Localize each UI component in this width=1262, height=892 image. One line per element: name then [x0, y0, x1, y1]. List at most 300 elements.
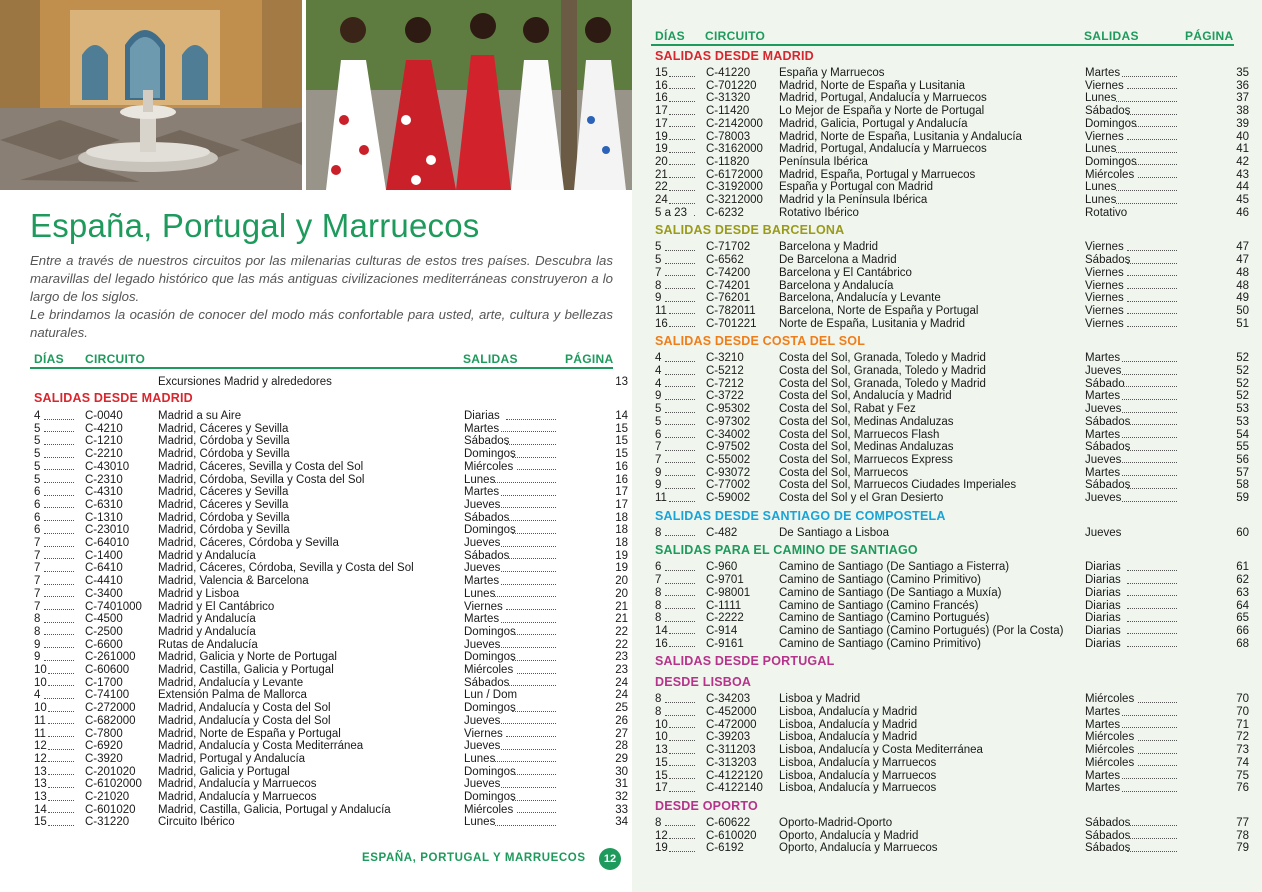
departure-day: Domingos [464, 625, 516, 638]
departure-day: Diarias [1085, 624, 1121, 637]
dotted-leader [669, 782, 695, 792]
departure-day: Viernes [1085, 130, 1124, 143]
days-cell: 7 [34, 537, 41, 549]
dotted-leader [1122, 492, 1177, 502]
table-row [651, 466, 1249, 480]
page-number-cell: 15 [615, 448, 628, 461]
table-row [651, 479, 1249, 492]
circuit-name: Madrid y Lisboa [158, 587, 240, 600]
departure-day: Sábados [1085, 441, 1131, 454]
dotted-leader [1127, 267, 1177, 277]
circuit-name: Madrid, Portugal, Andalucía y Marruecos [779, 92, 987, 105]
circuit-name: Rotativo Ibérico [779, 206, 859, 219]
dotted-leader [669, 194, 695, 204]
page-number-cell: 52 [1236, 365, 1249, 377]
circuit-name: Camino de Santiago (De Santiago a Muxía) [779, 586, 1002, 599]
page-number-cell: 26 [615, 714, 628, 727]
days-cell: 6 [34, 511, 41, 524]
dotted-leader [48, 715, 74, 725]
days-cell: 13 [34, 791, 47, 803]
circuit-code: C-482 [706, 526, 738, 539]
circuit-code: C-3192000 [706, 181, 763, 194]
page-number-cell: 79 [1236, 842, 1249, 855]
days-cell: 7 [34, 600, 41, 613]
circuit-code: C-272000 [85, 702, 136, 715]
table-row [30, 498, 628, 512]
days-cell: 13 [655, 744, 668, 757]
days-cell: 4 [34, 410, 41, 422]
circuit-name: Costa del Sol, Marruecos Ciudades Imperiales [779, 479, 1017, 492]
table-row [651, 279, 1249, 293]
page-number-cell: 25 [615, 702, 628, 715]
departure-day: Martes [464, 613, 500, 626]
days-cell: 15 [655, 67, 668, 79]
page-number-cell: 32 [615, 791, 628, 803]
circuit-code: C-6310 [85, 498, 123, 511]
section-title-madrid: SALIDAS DESDE MADRID [34, 391, 193, 405]
page-number-cell: 15 [615, 435, 628, 448]
circuit-code: C-7401000 [85, 600, 142, 613]
page-number-cell: 45 [1236, 194, 1249, 206]
circuit-name: Madrid y Andalucía [158, 549, 256, 562]
dotted-leader [1127, 292, 1177, 302]
dotted-leader [501, 613, 556, 623]
dotted-leader [694, 207, 695, 217]
dotted-leader [501, 562, 556, 572]
dotted-leader [495, 816, 556, 826]
dotted-leader [44, 550, 74, 560]
dotted-leader [501, 499, 556, 509]
circuit-code: C-3400 [85, 587, 123, 600]
days-cell: 16 [655, 92, 668, 105]
circuit-name: Lisboa y Madrid [779, 693, 861, 706]
circuit-name: Madrid, Cáceres, Córdoba y Sevilla [158, 537, 339, 549]
circuit-code: C-682000 [85, 714, 136, 727]
departure-day: Viernes [1085, 279, 1124, 292]
days-cell: 15 [34, 816, 47, 829]
circuit-name: Lisboa, Andalucía y Madrid [779, 718, 918, 731]
dotted-leader [1122, 378, 1177, 388]
page-number-cell: 78 [1236, 829, 1249, 842]
departure-day: Miércoles [464, 803, 514, 816]
dotted-leader [512, 626, 556, 636]
dotted-leader [665, 280, 695, 290]
departure-day: Miércoles [464, 664, 514, 676]
dotted-leader [1122, 719, 1177, 729]
days-cell: 4 [34, 689, 41, 702]
dotted-leader [48, 804, 74, 814]
circuit-name: Costa del Sol, Rabat y Fez [779, 403, 916, 416]
circuit-code: C-64010 [85, 537, 130, 549]
circuit-name: Madrid, Galicia y Norte de Portugal [158, 651, 337, 664]
dotted-leader [1122, 365, 1177, 375]
page-number-cell: 51 [1236, 317, 1249, 330]
days-cell: 9 [655, 479, 662, 492]
page-number-cell: 18 [615, 524, 628, 537]
departure-day: Jueves [464, 778, 501, 791]
table-row [651, 769, 1249, 783]
departure-day: Jueves [464, 498, 501, 511]
circuit-code: C-6172000 [706, 168, 763, 181]
departure-day: Sábados [1085, 254, 1131, 267]
dotted-leader [506, 410, 556, 420]
circuit-code: C-7212 [706, 377, 744, 390]
table-row [651, 143, 1249, 156]
section-title: SALIDAS DESDE MADRID [655, 49, 814, 63]
circuit-code: C-2222 [706, 612, 744, 625]
page-number-cell: 66 [1236, 624, 1249, 637]
circuit-code: C-4310 [85, 486, 123, 499]
dotted-leader [1116, 181, 1177, 191]
dotted-leader [669, 625, 695, 635]
table-row [30, 524, 628, 537]
dotted-leader [44, 499, 74, 509]
dotted-leader [44, 410, 74, 420]
days-cell: 16 [655, 317, 668, 330]
circuit-code: C-23010 [85, 524, 130, 537]
page-number-cell: 57 [1236, 466, 1249, 479]
dotted-leader [665, 292, 695, 302]
departure-day: Miércoles [1085, 756, 1135, 769]
circuit-code: C-74100 [85, 689, 130, 702]
section-title: DESDE LISBOA [655, 675, 752, 690]
dotted-leader [665, 561, 695, 571]
dotted-leader [665, 587, 695, 597]
page-number-cell: 34 [615, 816, 628, 829]
days-cell: 5 [34, 460, 41, 473]
table-row [30, 791, 628, 804]
departure-day: Diarias [1085, 574, 1121, 587]
page-number-cell: 52 [1236, 390, 1249, 403]
table-row [651, 612, 1249, 625]
circuit-name: Lisboa, Andalucía y Madrid [779, 731, 918, 744]
page-number-cell: 18 [615, 537, 628, 549]
departure-day: Rotativo [1085, 206, 1128, 219]
circuit-name: Madrid, Cáceres, Sevilla y Costa del Sol [158, 460, 364, 473]
departure-day: Sábados [1085, 829, 1131, 842]
table-row [30, 410, 628, 423]
circuit-name: Circuito Ibérico [158, 816, 235, 829]
column-header-pagina: PÁGINA [565, 352, 614, 366]
dotted-leader [501, 486, 556, 496]
right-page [632, 0, 1262, 892]
departure-day: Jueves [464, 740, 501, 753]
page-number-cell: 61 [1236, 561, 1249, 574]
dotted-leader [665, 574, 695, 584]
dotted-leader [669, 131, 695, 141]
departure-day: Jueves [1085, 492, 1122, 504]
table-row [30, 460, 628, 474]
circuit-code: C-2500 [85, 625, 123, 638]
days-cell: 6 [34, 486, 41, 499]
departure-day: Diarias [1085, 612, 1121, 625]
page-number-badge: 12 [599, 848, 621, 870]
circuit-name: Madrid, Andalucía y Costa del Sol [158, 702, 331, 715]
circuit-name: Madrid, Castilla, Galicia, Portugal y Andalucía [158, 803, 391, 816]
dotted-leader [1127, 441, 1177, 451]
dotted-leader [1122, 706, 1177, 716]
circuit-code: C-41220 [706, 67, 751, 79]
dotted-leader [665, 390, 695, 400]
dotted-leader [665, 706, 695, 716]
departure-day: Lunes [464, 752, 496, 765]
dotted-leader [44, 626, 74, 636]
circuit-code: C-6102000 [85, 778, 142, 791]
days-cell: 12 [34, 740, 47, 753]
circuit-code: C-1111 [706, 599, 742, 612]
dotted-leader [1127, 479, 1177, 489]
table-row [651, 816, 1249, 830]
dotted-leader [44, 423, 74, 433]
circuit-code: C-97502 [706, 441, 751, 454]
table-row [30, 613, 628, 626]
circuit-code: C-1210 [85, 435, 123, 448]
table-row [651, 526, 1249, 540]
dotted-leader [495, 588, 556, 598]
departure-day: Martes [1085, 706, 1121, 718]
departure-day: Jueves [464, 562, 501, 575]
circuit-name: Madrid y Andalucía [158, 613, 256, 626]
page-number-cell: 13 [615, 376, 628, 388]
dotted-leader [512, 766, 556, 776]
circuit-code: C-6920 [85, 740, 123, 753]
dotted-leader [665, 267, 695, 277]
departure-day: Martes [1085, 782, 1121, 795]
departure-day: Jueves [464, 714, 501, 727]
circuit-code: C-76201 [706, 292, 751, 305]
fountain-photo [0, 0, 302, 190]
page-number-cell: 63 [1236, 586, 1249, 599]
departure-day: Viernes [464, 600, 503, 613]
page-number-cell: 23 [615, 651, 628, 664]
circuit-name: Barcelona y Andalucía [779, 279, 894, 292]
departure-day: Viernes [1085, 304, 1124, 317]
circuit-code: C-60600 [85, 664, 130, 676]
section-title: SALIDAS DESDE COSTA DEL SOL [655, 334, 866, 349]
dotted-leader [48, 664, 74, 674]
circuit-name: Camino de Santiago (Camino Primitivo) [779, 637, 981, 650]
circuit-name: Norte de España, Lusitania y Madrid [779, 317, 966, 330]
dotted-leader [48, 778, 74, 788]
circuit-name: Madrid y la Península Ibérica [779, 194, 928, 206]
circuit-name: Madrid, Galicia, Portugal y Andalucía [779, 117, 968, 130]
page-number-cell: 70 [1236, 693, 1249, 706]
circuit-name: Rutas de Andalucía [158, 638, 258, 651]
dotted-leader [44, 689, 74, 699]
circuit-name: Madrid, Córdoba, Sevilla y Costa del Sol [158, 473, 365, 486]
circuit-name: Costa del Sol, Marruecos Flash [779, 428, 940, 441]
departure-day: Martes [1085, 352, 1121, 365]
dotted-leader [501, 537, 556, 547]
circuit-name: Madrid, Andalucía y Costa del Sol [158, 714, 331, 727]
dotted-leader [44, 486, 74, 496]
circuit-code: C-4500 [85, 613, 123, 626]
days-cell: 9 [34, 638, 41, 651]
dotted-leader [501, 740, 556, 750]
dotted-leader [48, 791, 74, 801]
departure-day: Martes [464, 422, 500, 435]
dotted-leader [1127, 587, 1177, 597]
page-number-cell: 53 [1236, 403, 1249, 416]
departure-day: Lunes [1085, 92, 1117, 105]
departure-day: Viernes [1085, 317, 1124, 330]
departure-day: Martes [464, 575, 500, 588]
departure-day: Sábados [464, 435, 510, 448]
section-title: SALIDAS DESDE PORTUGAL [655, 654, 835, 669]
page-number-cell: 29 [615, 752, 628, 765]
dotted-leader [1138, 744, 1177, 754]
dotted-leader [48, 766, 74, 776]
days-cell: 8 [655, 586, 662, 599]
dotted-leader [44, 651, 74, 661]
dotted-leader [1122, 782, 1177, 792]
days-cell: 7 [655, 574, 662, 587]
days-cell: 20 [655, 155, 668, 168]
departure-day: Jueves [464, 537, 501, 549]
table-row [651, 194, 1249, 207]
table-row [651, 266, 1249, 280]
dotted-leader [669, 105, 695, 115]
page-number-cell: 52 [1236, 377, 1249, 390]
days-cell: 8 [655, 612, 662, 625]
header-rule [651, 44, 1234, 46]
days-cell: 4 [655, 352, 662, 365]
days-cell: 14 [34, 803, 47, 816]
departure-day: Domingos [1085, 117, 1137, 130]
page-number-cell: 16 [615, 473, 628, 486]
circuit-code: C-6232 [706, 206, 744, 219]
dotted-leader [665, 441, 695, 451]
circuit-name: Madrid, Andalucía y Marruecos [158, 791, 317, 803]
circuit-code: C-914 [706, 624, 738, 637]
days-cell: 7 [655, 441, 662, 454]
circuit-code: C-74200 [706, 266, 751, 279]
departure-day: Viernes [464, 727, 503, 740]
dotted-leader [1127, 254, 1177, 264]
circuit-code: C-5212 [706, 365, 744, 377]
page-number-cell: 14 [615, 410, 628, 422]
circuit-name: Madrid, España, Portugal y Marruecos [779, 168, 976, 181]
page-number-cell: 36 [1236, 79, 1249, 92]
circuit-name: Madrid, Córdoba y Sevilla [158, 524, 290, 537]
dotted-leader [669, 638, 695, 648]
departure-day: Diarias [1085, 586, 1121, 599]
departure-day: Jueves [1085, 526, 1122, 539]
departure-day: Sábado [1085, 377, 1125, 390]
dotted-leader [1127, 131, 1177, 141]
page-number-cell: 73 [1236, 744, 1249, 757]
circuit-name: Madrid, Córdoba y Sevilla [158, 435, 290, 448]
circuit-name: Barcelona, Norte de España y Portugal [779, 304, 979, 317]
table-row [651, 377, 1249, 391]
circuit-name: Camino de Santiago (Camino Portugués) [779, 612, 990, 625]
circuit-name: Madrid, Cáceres y Sevilla [158, 498, 289, 511]
dotted-leader [1122, 352, 1177, 362]
circuit-name: Oporto-Madrid-Oporto [779, 816, 893, 829]
page-number-cell: 76 [1236, 782, 1249, 795]
days-cell: 16 [655, 79, 668, 92]
column-header-pagina: PÁGINA [1185, 29, 1234, 43]
circuit-code: C-313203 [706, 756, 757, 769]
circuit-code: C-34002 [706, 428, 751, 441]
days-cell: 9 [655, 466, 662, 479]
days-cell: 5 [655, 415, 662, 428]
dotted-leader [1133, 156, 1177, 166]
circuit-name: Península Ibérica [779, 155, 868, 168]
circuit-code: C-9161 [706, 637, 744, 650]
dotted-leader [665, 241, 695, 251]
departure-day: Sábados [1085, 816, 1131, 829]
departure-day: Viernes [1085, 292, 1124, 305]
circuit-name: Madrid, Andalucía y Levante [158, 676, 304, 689]
dotted-leader [506, 550, 556, 560]
days-cell: 7 [655, 266, 662, 279]
page-number-cell: 37 [1236, 92, 1249, 105]
circuit-name: Madrid y El Cantábrico [158, 600, 275, 613]
table-row [30, 486, 628, 499]
circuit-name: Madrid a su Aire [158, 410, 242, 422]
dotted-leader [44, 537, 74, 547]
dotted-leader [1127, 318, 1177, 328]
dotted-leader [669, 842, 695, 852]
departure-day: Jueves [1085, 453, 1122, 466]
departure-day: Domingos [464, 524, 516, 537]
table-row [30, 435, 628, 448]
page-number-cell: 23 [615, 664, 628, 676]
circuit-code: C-6600 [85, 638, 123, 651]
dotted-leader [1127, 830, 1177, 840]
circuit-code: C-6562 [706, 254, 744, 267]
page-number-cell: 55 [1236, 441, 1249, 454]
dotted-leader [1122, 454, 1177, 464]
circuit-code: C-2210 [85, 448, 123, 461]
departure-day: Lunes [1085, 181, 1117, 194]
page-number-cell: 62 [1236, 574, 1249, 587]
circuit-name: Costa del Sol, Marruecos [779, 466, 909, 479]
page-number-cell: 64 [1236, 599, 1249, 612]
circuit-code: C-3920 [85, 752, 123, 765]
dotted-leader [506, 677, 556, 687]
table-row [651, 706, 1249, 719]
circuit-code: C-3210 [706, 352, 744, 365]
dotted-leader [506, 601, 556, 611]
dotted-leader [1116, 194, 1177, 204]
dotted-leader [517, 664, 556, 674]
page-number-cell: 30 [615, 765, 628, 778]
page-number-cell: 70 [1236, 706, 1249, 718]
departure-day: Lun / Dom [464, 689, 518, 702]
dotted-leader [44, 448, 74, 458]
table-row [651, 731, 1249, 744]
table-row [651, 241, 1249, 254]
circuit-name: Madrid, Córdoba y Sevilla [158, 511, 290, 524]
circuit-code: C-98001 [706, 586, 751, 599]
dotted-leader [1127, 817, 1177, 827]
page-number-cell: 24 [615, 689, 628, 702]
page-number-cell: 33 [615, 803, 628, 816]
dotted-leader [1138, 169, 1177, 179]
page-number-cell: 65 [1236, 612, 1249, 625]
departure-day: Viernes [1085, 266, 1124, 279]
circuit-name: Costa del Sol, Marruecos Express [779, 453, 953, 466]
departure-day: Jueves [1085, 365, 1122, 377]
dotted-leader [665, 612, 695, 622]
dotted-leader [665, 527, 695, 537]
dotted-leader [1116, 143, 1177, 153]
circuit-name: Madrid, Valencia & Barcelona [158, 575, 309, 588]
circuit-code: C-4210 [85, 422, 123, 435]
table-row [651, 693, 1249, 706]
